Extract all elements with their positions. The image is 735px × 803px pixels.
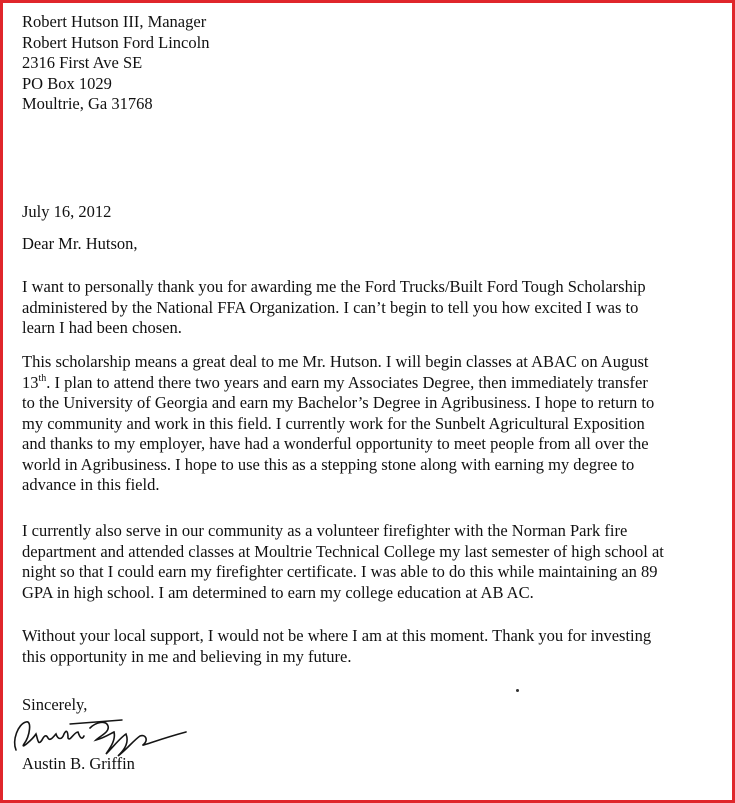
- paragraph-line: and thanks to my employer, have had a wonderful opportunity to meet people from all over the: [22, 434, 649, 453]
- date-suffix: th: [38, 372, 47, 384]
- paragraph-line: This scholarship means a great deal to me Mr. Hutson. I will begin classes at ABAC on August: [22, 352, 649, 371]
- ink-speck: [516, 689, 519, 692]
- paragraph-line: department and attended classes at Moultrie Technical College my last semester of high school at: [22, 541, 664, 561]
- recipient-company: Robert Hutson Ford Lincoln: [22, 32, 210, 52]
- signer-name: Austin B. Griffin: [22, 754, 135, 773]
- recipient-address: [22, 12, 722, 115]
- recipient-name: Robert Hutson III, Manager: [22, 12, 207, 31]
- letter-date: July 16, 2012: [22, 202, 112, 221]
- letter-page: [22, 12, 722, 773]
- paragraph-scholarship: [22, 352, 724, 496]
- paragraph-line: to the University of Georgia and earn my Bachelor’s Degree in Agribusiness. I hope to return to: [22, 393, 655, 412]
- paragraph-line: world in Agribusiness. I hope to use this as a stepping stone along with earning my degree to: [22, 454, 635, 474]
- recipient-po-box: PO Box 1029: [22, 73, 112, 93]
- paragraph-line: [22, 373, 724, 394]
- paragraph-line: night so that I could earn my firefighter certificate. I was able to do this while maintaining an 89: [22, 562, 658, 581]
- date-number: 13: [22, 372, 39, 392]
- paragraph-line-rest: . I plan to attend there two years and earn my Associates Degree, then immediately transfer: [46, 372, 648, 392]
- paragraph-line: advance in this field.: [22, 475, 160, 494]
- paragraph-thanks: [22, 277, 724, 339]
- salutation: Dear Mr. Hutson,: [22, 234, 138, 253]
- paragraph-line: learn I had been chosen.: [22, 318, 182, 337]
- paragraph-line: GPA in high school. I am determined to earn my college education at AB AC.: [22, 582, 534, 602]
- recipient-street: 2316 First Ave SE: [22, 53, 143, 72]
- paragraph-line: Without your local support, I would not be where I am at this moment. Thank you for investing: [22, 626, 652, 645]
- paragraph-line: I currently also serve in our community as a volunteer firefighter with the Norman Park fire: [22, 521, 628, 540]
- paragraph-line: my community and work in this field. I currently work for the Sunbelt Agricultural Exposition: [22, 413, 645, 433]
- paragraph-closing-thanks: [22, 626, 724, 667]
- closing: Sincerely,: [22, 695, 88, 714]
- paragraph-line: administered by the National FFA Organization. I can’t begin to tell you how excited I was to: [22, 297, 639, 317]
- paragraph-firefighter: [22, 521, 724, 603]
- paragraph-line: I want to personally thank you for awarding me the Ford Trucks/Built Ford Tough Scholarship: [22, 277, 646, 296]
- paragraph-line: this opportunity in me and believing in my future.: [22, 646, 352, 666]
- handwritten-signature: [10, 710, 190, 762]
- recipient-city: Moultrie, Ga 31768: [22, 94, 153, 113]
